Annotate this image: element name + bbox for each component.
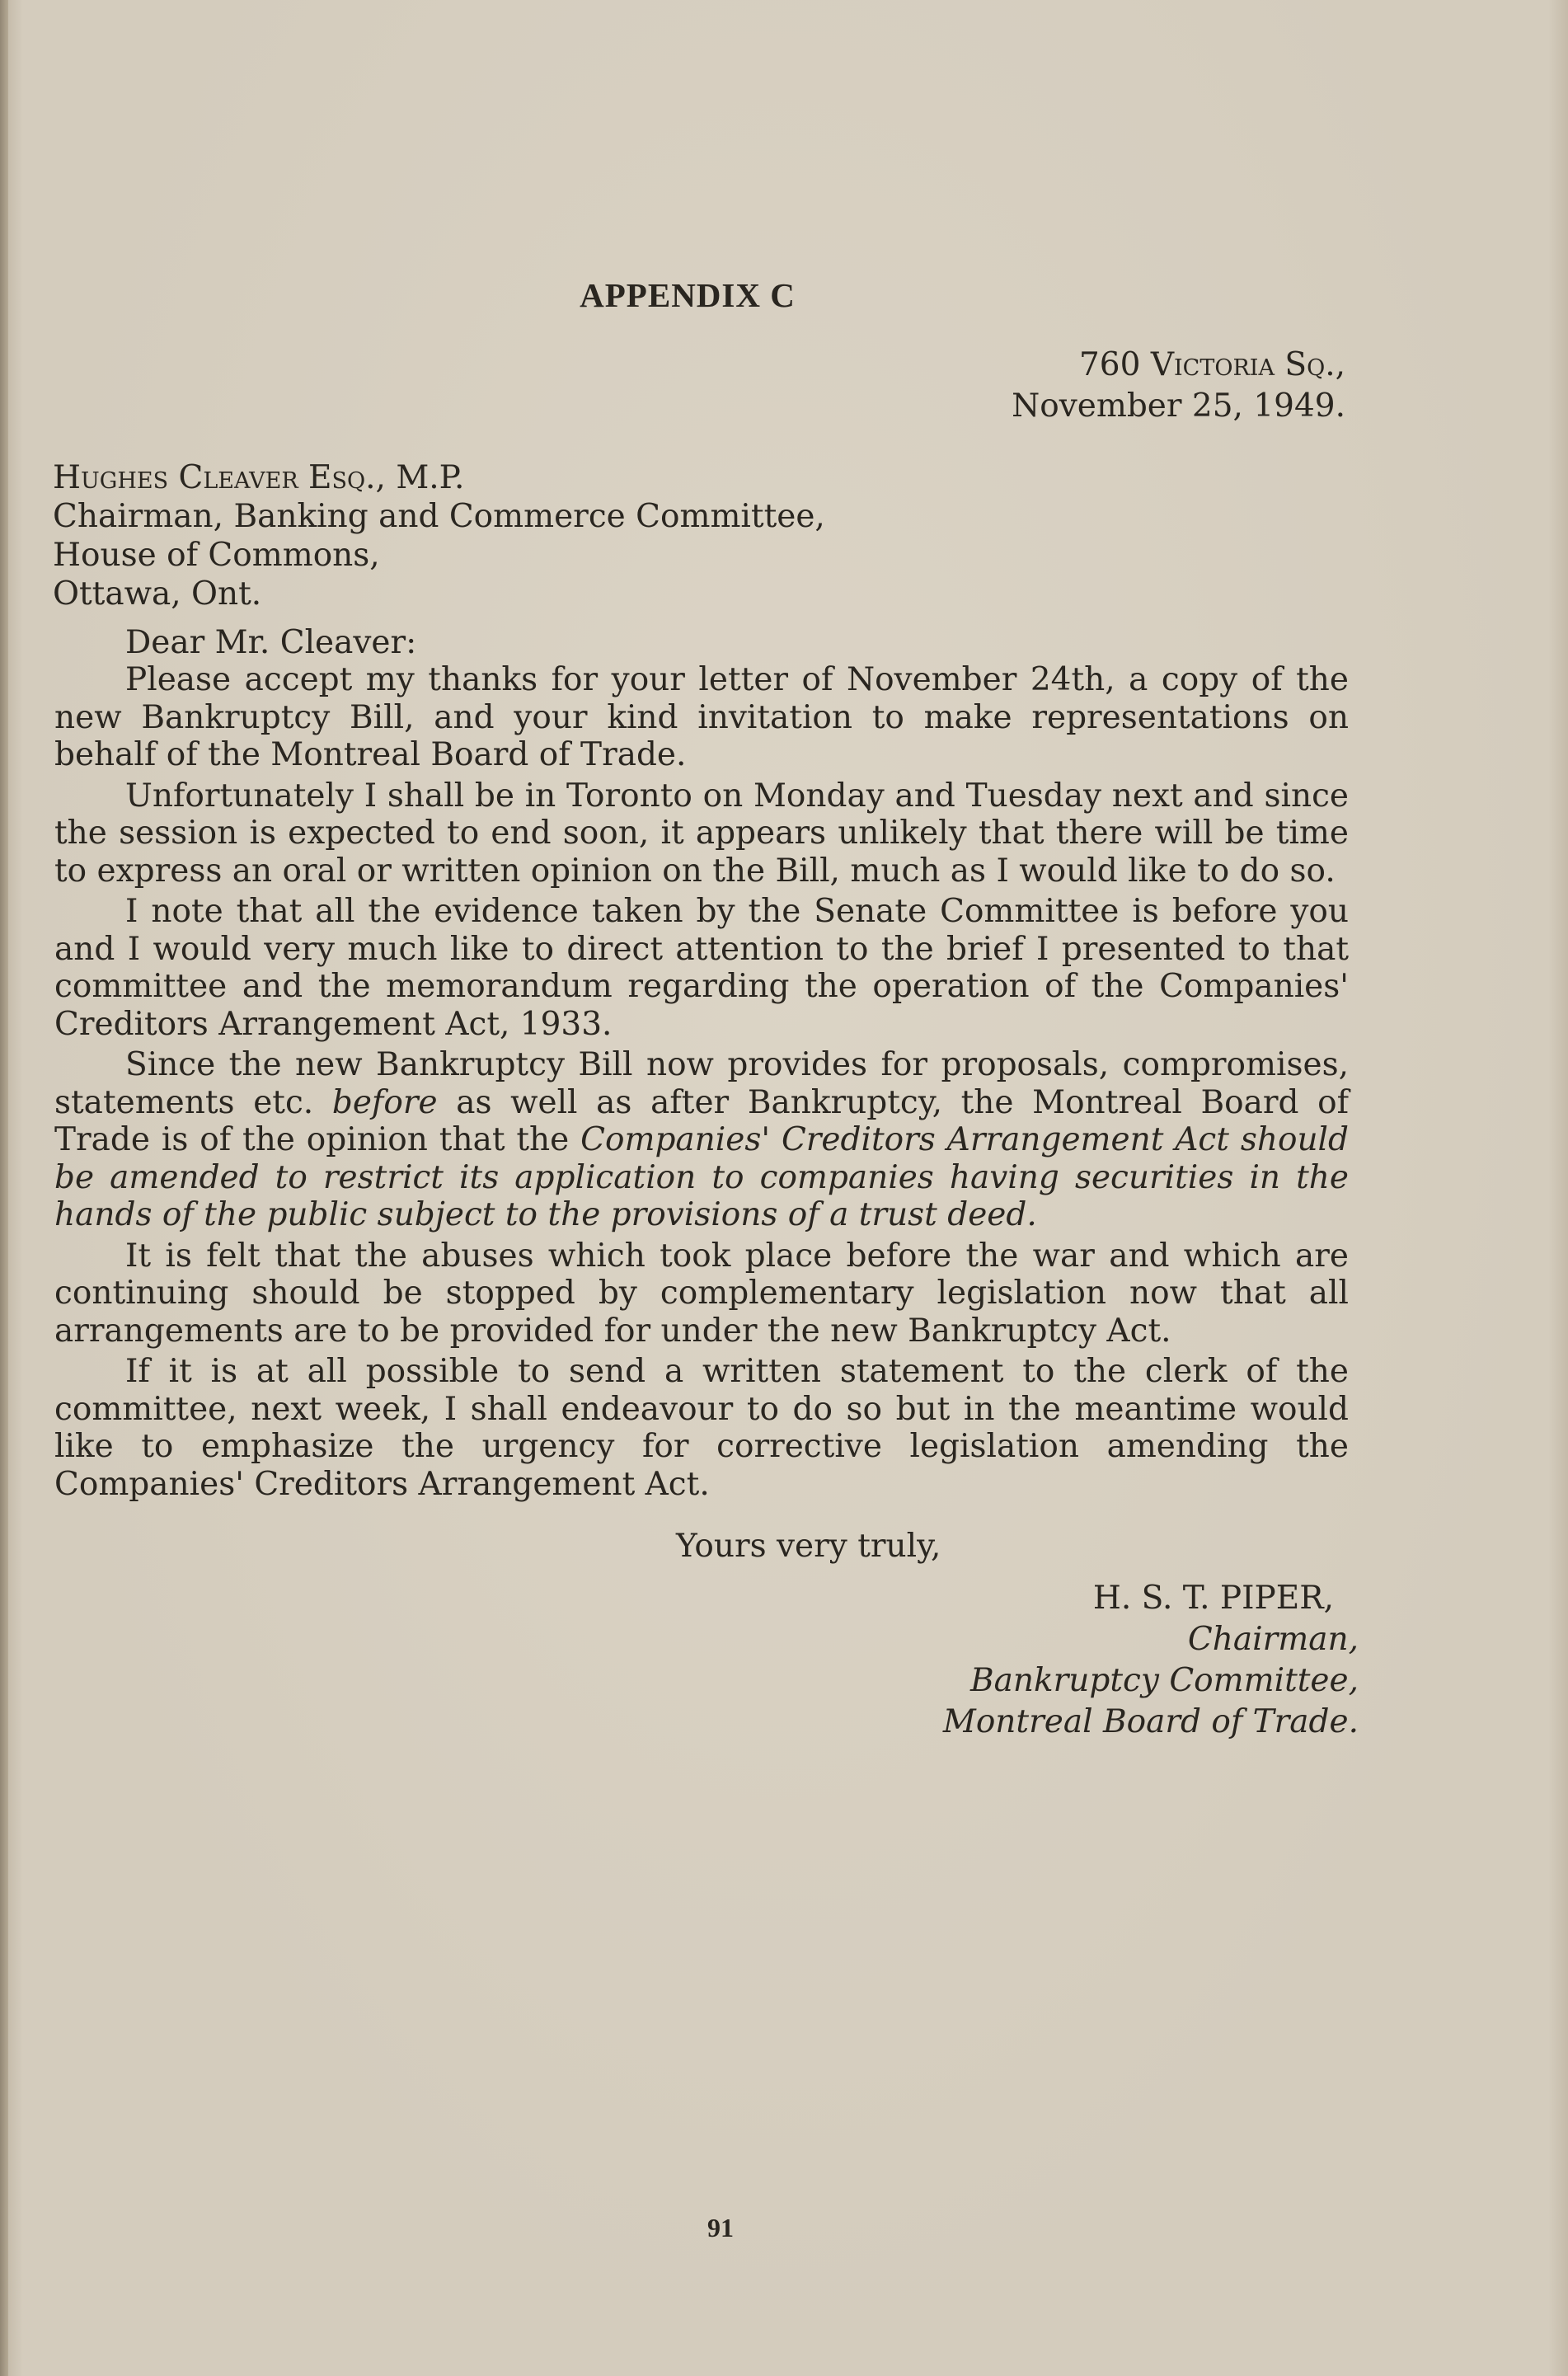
recipient-position: Chairman, Banking and Commerce Committee,	[53, 498, 825, 535]
sender-address-street: Victoria Sq.,	[1150, 346, 1345, 383]
page-spine-shadow	[0, 0, 8, 2376]
letter-closing: Yours very truly,	[676, 1528, 941, 1565]
body-paragraph-4	[54, 1046, 1349, 1234]
body-paragraph-5: It is felt that the abuses which took place before the war and which are continuing should be stopped by complementary legislation now that all arrangements are to be provided for under the new Bankruptcy Act.	[54, 1237, 1349, 1350]
appendix-heading: APPENDIX C	[580, 276, 796, 314]
signatory-committee: Bankruptcy Committee,	[970, 1662, 1359, 1699]
sender-address-number: 760	[1078, 346, 1151, 383]
body-paragraph-6: If it is at all possible to send a written statement to the clerk of the committee, next week, I shall endeavour to do so but in the meantime would like to emphasize the urgency for corrective legislation amending the Companies' Creditors Arrangement Act.	[54, 1353, 1349, 1503]
letter-date: November 25, 1949.	[1012, 387, 1345, 425]
body-paragraph-4-part-a: Since the new Bankruptcy Bill now provides for proposals, compromises, statements etc.	[54, 1046, 1349, 1121]
sender-address-line	[1012, 345, 1345, 386]
recipient-name-line	[53, 458, 825, 497]
body-paragraph-3: I note that all the evidence taken by the Senate Committee is before you and I would very much like to direct attention to the brief I presented to that committee and the memorandum regarding the operation of the Companies' Creditors Arrangement Act, 1933.	[54, 893, 1349, 1043]
sender-address-block	[1012, 345, 1345, 427]
recipient-city: Ottawa, Ont.	[53, 575, 262, 613]
body-paragraph-4-italic-opinion: Companies' Creditors Arrangement Act should be amended to restrict its application to companies having securities in the hands of the public subject to the provisions of a trust deed.	[54, 1121, 1349, 1233]
recipient-institution: House of Commons,	[53, 537, 380, 574]
body-paragraph-4-part-c: as well as after Bankruptcy, the Montreal Board of Trade is of the opinion that the	[54, 1083, 1350, 1158]
recipient-name: Hughes Cleaver Esq.,	[53, 459, 386, 496]
recipient-title-suffix: M.P.	[385, 459, 465, 496]
letter-body	[54, 661, 1349, 1506]
signatory-organization: Montreal Board of Trade.	[942, 1703, 1359, 1740]
signatory-name: H. S. T. PIPER,	[1092, 1580, 1334, 1617]
recipient-block	[53, 458, 825, 613]
body-paragraph-4-emphasis-before: before	[331, 1083, 438, 1121]
page-number: 91	[707, 2213, 734, 2242]
signature-block	[943, 1578, 1359, 1743]
signatory-role: Chairman,	[1187, 1621, 1359, 1658]
body-paragraph-2: Unfortunately I shall be in Toronto on Monday and Tuesday next and since the session is expected to end soon, it appears unlikely that there will be time to express an oral or written opinion on the Bill, much as I would like to do so.	[54, 777, 1349, 890]
salutation: Dear Mr. Cleaver:	[125, 624, 417, 661]
body-paragraph-1: Please accept my thanks for your letter of November 24th, a copy of the new Bankruptcy Bill, and your kind invitation to make representations on behalf of the Montreal Board of Trade.	[54, 661, 1349, 773]
